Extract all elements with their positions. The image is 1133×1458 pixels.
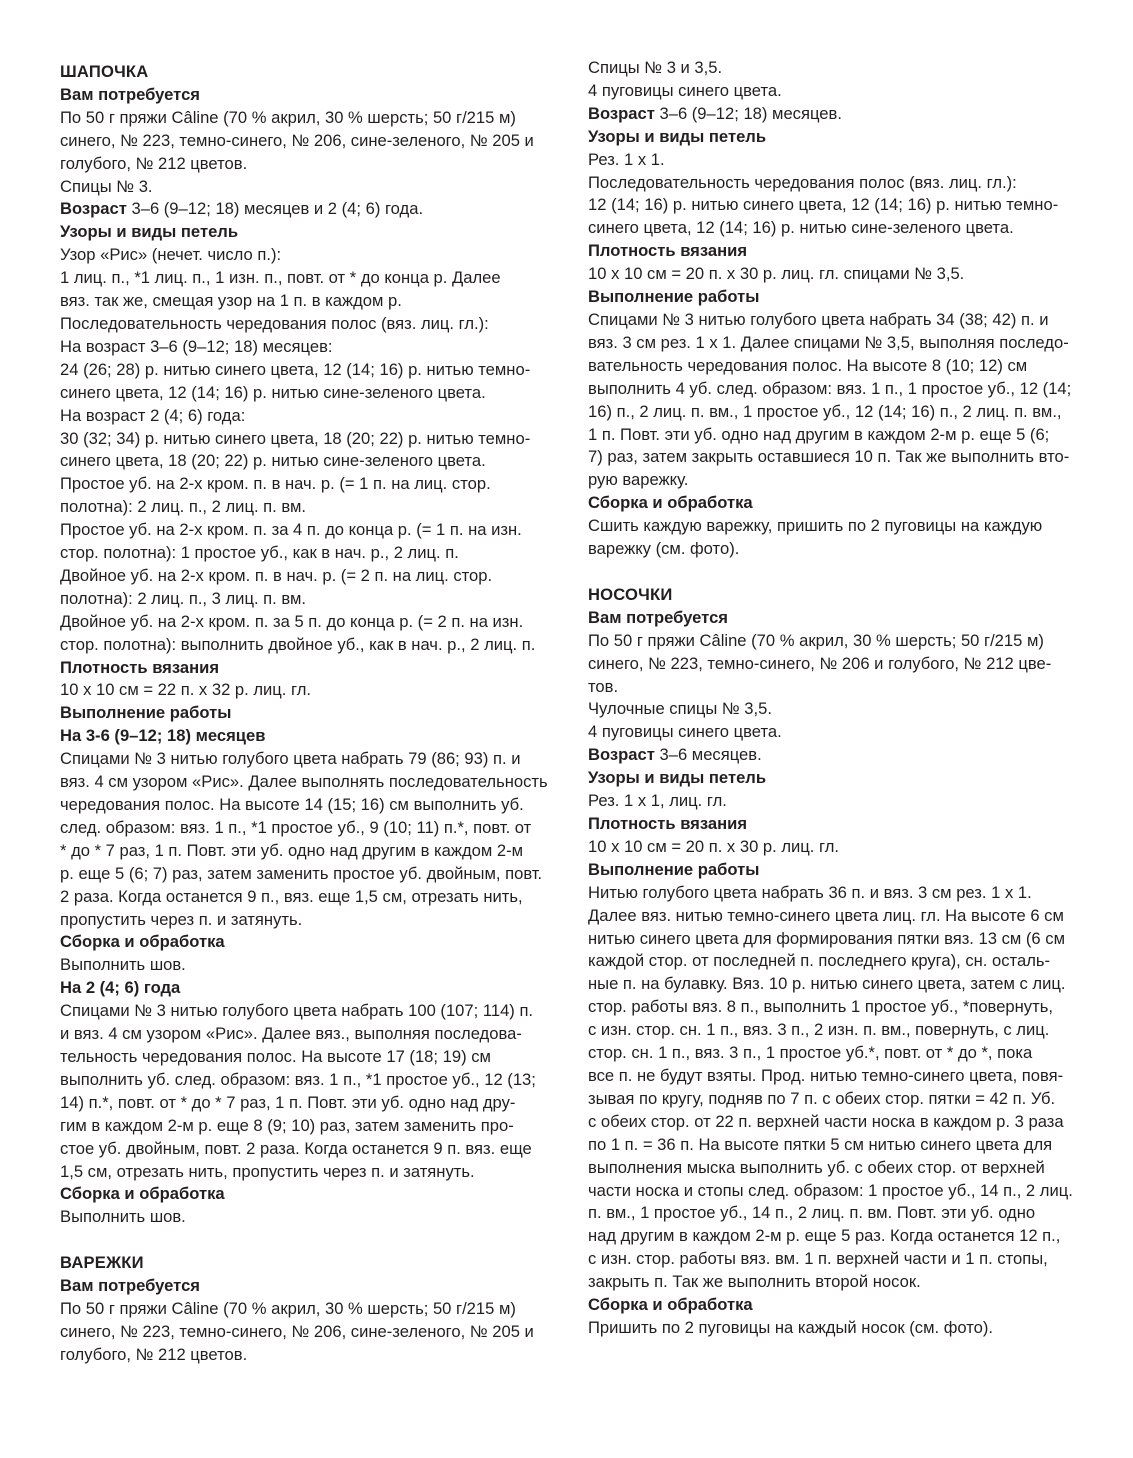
text-line: Рез. 1 х 1.: [588, 149, 665, 169]
socks-work: [588, 882, 1098, 1294]
text-line: стое уб. двойным, повт. 2 раза. Когда останется 9 п. вяз. еще: [60, 1138, 532, 1158]
section-gap: [60, 1229, 570, 1252]
hat-age: [60, 198, 570, 221]
text-line: 14) п.*, повт. от * до * 7 раз, 1 п. Повт. эти уб. одно над дру-: [60, 1092, 516, 1112]
text-line: синего, № 223, темно-синего, № 206, сине-зеленого, № 205 и: [60, 1321, 534, 1341]
text-line: выполнить уб. след. образом: вяз. 1 п., *1 простое уб., 12 (13;: [60, 1069, 536, 1089]
text-line: вательность чередования полос. На высоте 8 (10; 12) см: [588, 355, 1028, 375]
socks-assembly: Пришить по 2 пуговицы на каждый носок (см. фото).: [588, 1317, 994, 1337]
text-line: синего, № 223, темно-синего, № 206 и голубого, № 212 цве-: [588, 653, 1052, 673]
socks-work-heading: Выполнение работы: [588, 859, 760, 879]
text-line: По 50 г пряжи Câline (70 % акрил, 30 % шерсть; 50 г/215 м): [60, 107, 516, 127]
hat-work-heading: Выполнение работы: [60, 703, 232, 723]
hat-materials: [60, 107, 570, 199]
text-line: выполнения мыска выполнить уб. с обеих стор. от верхней: [588, 1157, 1045, 1177]
text-line: полотна): 2 лиц. п., 3 лиц. п. вм.: [60, 588, 307, 608]
text-line: части носка и стопы след. образом: 1 простое уб., 14 п., 2 лиц.: [588, 1180, 1073, 1200]
text-line: Нитью голубого цвета набрать 36 п. и вяз. 3 см рез. 1 х 1.: [588, 882, 1032, 902]
text-line: Спицами № 3 нитью голубого цвета набрать 100 (107; 114) п.: [60, 1001, 534, 1021]
text-line: вяз. так же, смещая узор на 1 п. в каждом р.: [60, 291, 402, 311]
section-gap: [588, 561, 1098, 584]
text-line: нитью синего цвета для формирования пятки вяз. 13 см (6 см: [588, 928, 1065, 948]
text-line: чередования полос. На высоте 14 (15; 16) см выполнить уб.: [60, 795, 524, 814]
text-line: 2 раза. Когда останется 9 п., вяз. еще 1,5 см, отрезать нить,: [60, 886, 523, 906]
mittens-density: 10 х 10 см = 20 п. х 30 р. лиц. гл. спицами № 3,5.: [588, 264, 965, 284]
text-line: Последовательность чередования полос (вяз. лиц. гл.):: [588, 172, 1017, 192]
socks-title: НОСОЧКИ: [588, 584, 673, 604]
text-line: след. образом: вяз. 1 п., *1 простое уб., 9 (10; 11) п.*, повт. от: [60, 817, 532, 837]
text-line: голубого, № 212 цветов.: [60, 153, 248, 173]
hat-work-a: [60, 748, 570, 931]
text-line: 30 (32; 34) р. нитью синего цвета, 18 (20; 22) р. нитью темно-: [60, 428, 531, 448]
text-line: На возраст 2 (4; 6) года:: [60, 405, 246, 425]
text-line: полотна): 2 лиц. п., 2 лиц. п. вм.: [60, 497, 307, 517]
hat-age-label: Возраст: [60, 199, 127, 219]
text-line: Спицы № 3 и 3,5.: [588, 58, 723, 77]
hat-assembly-a: Выполнить шов.: [60, 955, 186, 975]
right-column: [588, 0, 1098, 1340]
socks-age-text: 3–6 месяцев.: [654, 745, 762, 765]
mittens-assembly-heading: Сборка и обработка: [588, 493, 753, 513]
text-line: гим в каждом 2-м р. еще 8 (9; 10) раз, затем заменить про-: [60, 1115, 514, 1135]
text-line: Двойное уб. на 2-х кром. п. в нач. р. (= 2 п. на лиц. стор.: [60, 565, 493, 585]
socks-patterns: [588, 790, 1098, 813]
text-line: Рез. 1 х 1, лиц. гл.: [588, 791, 727, 811]
hat-title: ШАПОЧКА: [60, 62, 149, 81]
socks-density-heading: Плотность вязания: [588, 814, 748, 833]
text-line: закрыть п. Так же выполнить второй носок.: [588, 1272, 921, 1292]
text-line: Сшить каждую варежку, пришить по 2 пуговицы на каждую: [588, 516, 1043, 536]
text-line: синего цвета, 12 (14; 16) р. нитью сине-зеленого цвета.: [588, 218, 1014, 238]
text-line: рую варежку.: [588, 470, 689, 490]
hat-assembly-b-heading: Сборка и обработка: [60, 1184, 225, 1204]
text-line: Двойное уб. на 2-х кром. п. за 5 п. до конца р. (= 2 п. на изн.: [60, 611, 524, 631]
text-line: * до * 7 раз, 1 п. Повт. эти уб. одно над другим в каждом 2-м: [60, 840, 524, 860]
text-line: с обеих стор. от 22 п. верхней части носка в каждом р. 3 раза: [588, 1111, 1064, 1131]
text-line: вяз. 4 см узором «Рис». Далее выполнять последовательность: [60, 772, 548, 792]
text-line: стор. полотна): выполнить двойное уб., как в нач. р., 2 лиц. п.: [60, 634, 536, 654]
mittens-work-heading: Выполнение работы: [588, 287, 760, 307]
socks-materials: [588, 630, 1098, 745]
mittens-age-text: 3–6 (9–12; 18) месяцев.: [654, 103, 842, 123]
text-line: ные п. на булавку. Вяз. 10 р. нитью синего цвета, затем с лиц.: [588, 974, 1066, 994]
text-line: 1 п. Повт. эти уб. одно над другим в каждом 2-м р. еще 5 (6;: [588, 424, 1050, 444]
mittens-assembly: [588, 515, 1098, 561]
text-line: синего, № 223, темно-синего, № 206, сине-зеленого, № 205 и: [60, 130, 534, 150]
socks-materials-heading: Вам потребуется: [588, 607, 728, 627]
text-line: по 1 п. = 36 п. На высоте пятки 5 см нитью синего цвета для: [588, 1134, 1053, 1154]
text-line: над другим в каждом 2-м р. еще 5 раз. Когда останется 12 п.,: [588, 1226, 1061, 1246]
socks-assembly-heading: Сборка и обработка: [588, 1295, 753, 1315]
text-line: 1 лиц. п., *1 лиц. п., 1 изн. п., повт. от * до конца р. Далее: [60, 268, 501, 288]
text-line: с изн. стор. сн. 1 п., вяз. 3 п., 2 изн. п. вм., повернуть, с лиц.: [588, 1020, 1050, 1040]
mittens-work: [588, 309, 1098, 492]
text-line: На возраст 3–6 (9–12; 18) месяцев:: [60, 336, 333, 356]
text-line: Простое уб. на 2-х кром. п. за 4 п. до конца р. (= 1 п. на изн.: [60, 520, 522, 540]
mittens-title: ВАРЕЖКИ: [60, 1253, 144, 1273]
hat-age-text: 3–6 (9–12; 18) месяцев и 2 (4; 6) года.: [126, 199, 424, 219]
text-line: тов.: [588, 676, 619, 696]
text-line: Узор «Рис» (нечет. число п.):: [60, 245, 282, 265]
text-line: По 50 г пряжи Câline (70 % акрил, 30 % шерсть; 50 г/215 м): [60, 1299, 516, 1319]
text-line: Спицами № 3 нитью голубого цвета набрать 34 (38; 42) п. и: [588, 309, 1049, 329]
text-line: варежку (см. фото).: [588, 539, 740, 559]
hat-density-heading: Плотность вязания: [60, 657, 220, 677]
text-line: 16) п., 2 лиц. п. вм., 1 простое уб., 12 (14; 16) п., 2 лиц. п. вм.,: [588, 401, 1062, 421]
socks-age: [588, 744, 1098, 767]
text-line: тельность чередования полос. На высоте 17 (18; 19) см: [60, 1046, 491, 1066]
text-line: Далее вяз. нитью темно-синего цвета лиц. гл. На высоте 6 см: [588, 905, 1064, 925]
hat-materials-heading: Вам потребуется: [60, 84, 200, 104]
hat-density: 10 х 10 см = 22 п. х 32 р. лиц. гл.: [60, 680, 312, 700]
hat-assembly-b: Выполнить шов.: [60, 1207, 186, 1227]
left-column: [60, 0, 570, 1367]
text-line: 4 пуговицы синего цвета.: [588, 722, 782, 742]
socks-age-label: Возраст: [588, 745, 655, 765]
hat-patterns: [60, 244, 570, 656]
socks-patterns-heading: Узоры и виды петель: [588, 768, 767, 788]
hat-assembly-a-heading: Сборка и обработка: [60, 932, 225, 952]
text-line: п. вм., 1 простое уб., 14 п., 2 лиц. п. вм. Повт. эти уб. одно: [588, 1203, 1036, 1223]
text-line: Простое уб. на 2-х кром. п. в нач. р. (= 1 п. на лиц. стор.: [60, 474, 491, 494]
text-line: зывая по кругу, подняв по 7 п. с обеих стор. пятки = 42 п. Уб.: [588, 1088, 1056, 1108]
text-line: Спицы № 3.: [60, 176, 153, 196]
text-line: синего цвета, 18 (20; 22) р. нитью сине-зеленого цвета.: [60, 451, 486, 471]
socks-density: 10 х 10 см = 20 п. х 30 р. лиц. гл.: [588, 836, 840, 856]
text-line: 24 (26; 28) р. нитью синего цвета, 12 (14; 16) р. нитью темно-: [60, 359, 531, 379]
text-line: стор. полотна): 1 простое уб., как в нач. р., 2 лиц. п.: [60, 543, 459, 563]
text-line: Спицами № 3 нитью голубого цвета набрать 79 (86; 93) п. и: [60, 749, 521, 769]
text-line: с изн. стор. работы вяз. вм. 1 п. верхней части и 1 п. стопы,: [588, 1249, 1048, 1269]
text-line: 4 пуговицы синего цвета.: [588, 80, 782, 100]
mittens-age: [588, 103, 1098, 126]
text-line: Чулочные спицы № 3,5.: [588, 699, 772, 719]
text-line: голубого, № 212 цветов.: [60, 1344, 248, 1364]
text-line: Последовательность чередования полос (вяз. лиц. гл.):: [60, 313, 489, 333]
hat-patterns-heading: Узоры и виды петель: [60, 222, 239, 242]
mittens-patterns-heading: Узоры и виды петель: [588, 126, 767, 146]
text-line: стор. сн. 1 п., вяз. 3 п., 1 простое уб.*, повт. от * до *, пока: [588, 1043, 1033, 1063]
text-line: все п. не будут взяты. Прод. нитью темно-синего цвета, повя-: [588, 1065, 1064, 1085]
mittens-materials: [60, 1298, 570, 1367]
mittens-materials-heading: Вам потребуется: [60, 1276, 200, 1296]
text-line: синего цвета, 12 (14; 16) р. нитью сине-зеленого цвета.: [60, 382, 486, 402]
mittens-density-heading: Плотность вязания: [588, 241, 748, 261]
text-line: 1,5 см, отрезать нить, пропустить через п. и затянуть.: [60, 1161, 475, 1181]
hat-work-b: [60, 1000, 570, 1183]
text-line: стор. работы вяз. 8 п., выполнить 1 простое уб., *повернуть,: [588, 997, 1053, 1017]
text-line: 12 (14; 16) р. нитью синего цвета, 12 (14; 16) р. нитью темно-: [588, 195, 1059, 215]
mittens-patterns: [588, 149, 1098, 241]
text-line: 7) раз, затем закрыть оставшиеся 10 п. Так же выполнить вто-: [588, 447, 1070, 467]
text-line: выполнить 4 уб. след. образом: вяз. 1 п., 1 простое уб., 12 (14;: [588, 378, 1072, 398]
text-line: р. еще 5 (6; 7) раз, затем заменить простое уб. двойным, повт.: [60, 863, 543, 883]
text-line: и вяз. 4 см узором «Рис». Далее вяз., выполняя последова-: [60, 1024, 522, 1044]
text-line: вяз. 3 см рез. 1 х 1. Далее спицами № 3,5, выполняя последо-: [588, 332, 1069, 352]
text-line: По 50 г пряжи Câline (70 % акрил, 30 % шерсть; 50 г/215 м): [588, 630, 1044, 650]
hat-work-b-heading: На 2 (4; 6) года: [60, 978, 181, 998]
text-line: каждой стор. от последней п. последнего круга), сн. осталь-: [588, 951, 1051, 971]
hat-work-a-heading: На 3-6 (9–12; 18) месяцев: [60, 726, 266, 746]
mittens-age-label: Возраст: [588, 103, 655, 123]
text-line: пропустить через п. и затянуть.: [60, 909, 303, 929]
mittens-continued: [588, 57, 1098, 103]
